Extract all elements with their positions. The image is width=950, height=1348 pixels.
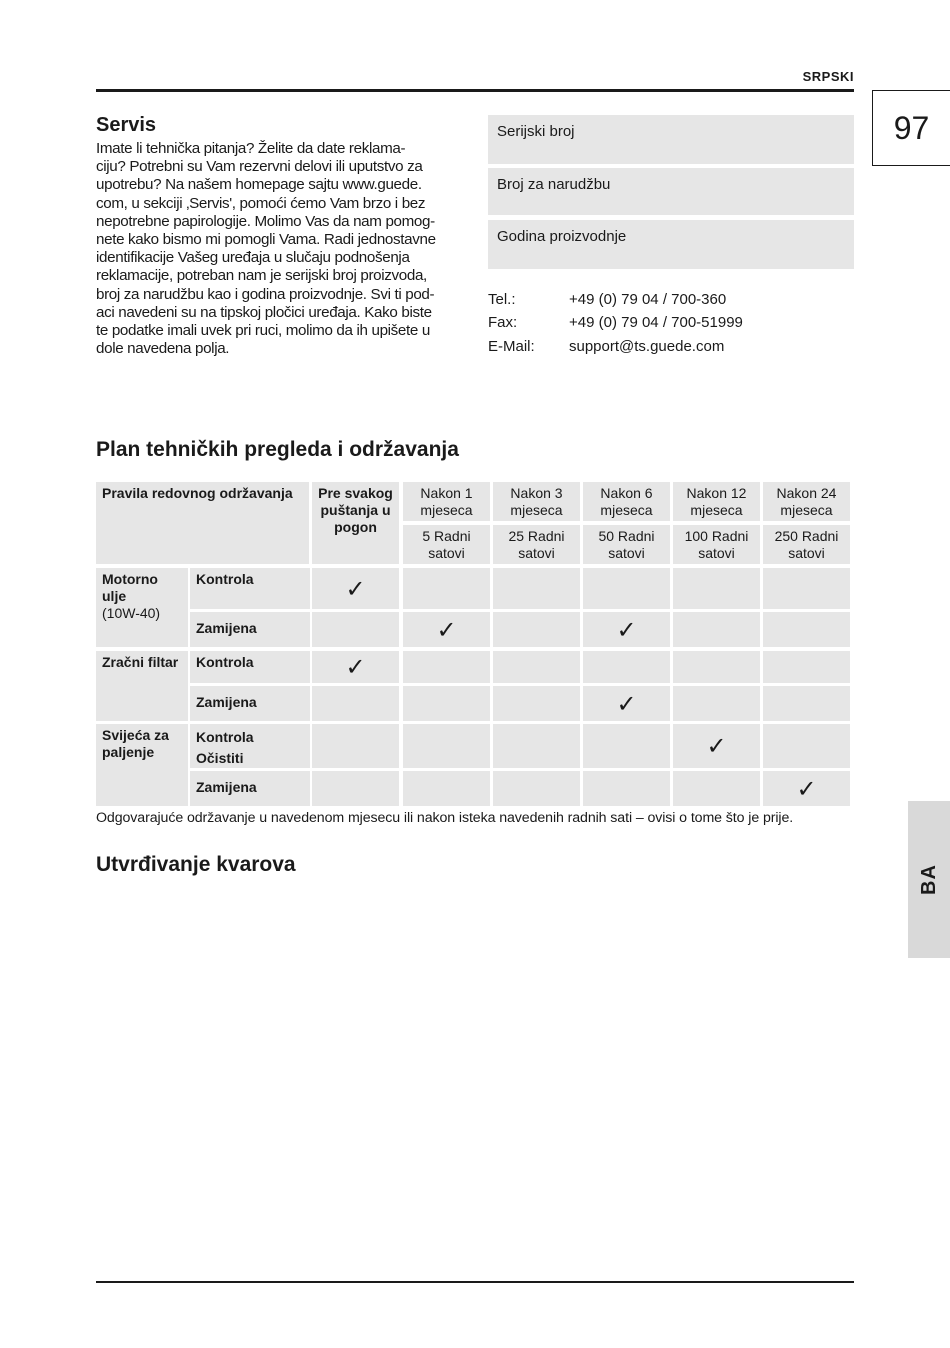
empty-cell — [763, 568, 850, 609]
service-body-line: com, u sekciji ‚Servis', pomoći ćemo Vam brzo i bez — [96, 194, 426, 212]
interval-hours-header: 250 Radni satovi — [763, 525, 850, 564]
fax-label: Fax: — [488, 314, 518, 331]
check-mark-cell — [763, 771, 850, 806]
empty-cell — [493, 612, 580, 647]
component-name: Zračni filtar — [102, 654, 179, 670]
check-mark-cell — [583, 612, 670, 647]
language-label: SRPSKI — [802, 69, 854, 84]
service-body-line: broj za narudžbu kao i godina proizvodnje. Svi ti pod- — [96, 285, 435, 303]
interval-hours-header: 100 Radni satovi — [673, 525, 760, 564]
empty-cell — [493, 686, 580, 721]
action-label: Kontrola — [190, 651, 310, 683]
maintenance-note: Odgovarajuće održavanje u navedenom mjesecu ili nakon isteka navedenih radnih sati – ovisi o tome što je prije. — [96, 810, 794, 826]
empty-cell — [312, 686, 399, 721]
check-mark-icon: ✓ — [796, 774, 817, 803]
empty-cell — [493, 771, 580, 806]
empty-cell — [312, 612, 399, 647]
header-rule — [96, 89, 854, 92]
empty-cell — [403, 724, 490, 768]
service-body-line: identifikacije Vašeg uređaja u slučaju podnošenja — [96, 249, 410, 267]
email-label: E-Mail: — [488, 338, 535, 355]
faults-title: Utvrđivanje kvarova — [96, 853, 296, 876]
email-value[interactable]: support@ts.guede.com — [569, 338, 725, 355]
service-body-line: upotrebu? Na našem homepage sajtu www.guede. — [96, 176, 422, 194]
page-number: 97 — [872, 90, 950, 166]
component-label — [96, 568, 188, 647]
check-mark-icon: ✓ — [345, 574, 366, 603]
check-mark-cell — [583, 686, 670, 721]
production-year-field[interactable]: Godina proizvodnje — [488, 220, 854, 269]
empty-cell — [763, 724, 850, 768]
order-number-field[interactable]: Broj za narudžbu — [488, 168, 854, 215]
empty-cell — [583, 724, 670, 768]
empty-cell — [403, 771, 490, 806]
empty-cell — [312, 771, 399, 806]
empty-cell — [583, 771, 670, 806]
empty-cell — [763, 651, 850, 683]
contact-fax — [488, 314, 743, 331]
side-tab-label: BA — [917, 864, 940, 895]
serial-number-field[interactable]: Serijski broj — [488, 115, 854, 164]
component-note: (10W-40) — [102, 605, 161, 621]
service-body-line: Imate li tehnička pitanja? Želite da date reklama- — [96, 140, 406, 157]
interval-months-header: Nakon 6 mjeseca — [583, 482, 670, 521]
interval-months-header: Nakon 24 mjeseca — [763, 482, 850, 521]
service-body-line: nete kako bismo mi pomogli Vama. Radi jednostavne — [96, 231, 436, 249]
check-mark-icon: ✓ — [706, 732, 727, 760]
empty-cell — [763, 612, 850, 647]
service-body-line: dole navedena polja. — [96, 340, 230, 358]
component-label — [96, 724, 188, 806]
service-body-line: nepotrebne papirologije. Molimo Vas da nam pomog- — [96, 212, 435, 230]
empty-cell — [673, 612, 760, 647]
check-mark-cell — [403, 612, 490, 647]
empty-cell — [673, 651, 760, 683]
component-name: Motorno ulje — [102, 571, 158, 604]
empty-cell — [403, 686, 490, 721]
empty-cell — [673, 686, 760, 721]
empty-cell — [673, 771, 760, 806]
action-label — [190, 724, 310, 768]
check-mark-icon: ✓ — [345, 653, 366, 681]
check-mark-cell — [312, 651, 399, 683]
action-label-part: Očistiti — [196, 750, 244, 766]
empty-cell — [493, 724, 580, 768]
contact-email — [488, 338, 724, 355]
empty-cell — [403, 568, 490, 609]
service-body-line: reklamacije, potreban nam je serijski broj proizvoda, — [96, 267, 427, 285]
empty-cell — [583, 651, 670, 683]
action-label: Zamijena — [190, 612, 310, 647]
interval-hours-header: 5 Radni satovi — [403, 525, 490, 564]
service-body-line: aci navedeni su na tipskoj pločici uređaja. Kako biste — [96, 303, 432, 321]
action-label: Kontrola — [190, 568, 310, 609]
service-body-line: ciju? Potrebni su Vam rezervni delovi ili uputstvo za — [96, 158, 423, 176]
check-mark-cell — [673, 724, 760, 768]
empty-cell — [493, 568, 580, 609]
contact-tel — [488, 291, 726, 308]
empty-cell — [583, 568, 670, 609]
before-each-header: Pre svakog puštanja u pogon — [312, 482, 399, 564]
empty-cell — [312, 724, 399, 768]
check-mark-icon: ✓ — [436, 615, 457, 644]
fax-value: +49 (0) 79 04 / 700-51999 — [569, 314, 743, 331]
empty-cell — [673, 568, 760, 609]
component-label — [96, 651, 188, 721]
language-side-tab — [908, 801, 950, 958]
empty-cell — [403, 651, 490, 683]
tel-label: Tel.: — [488, 291, 516, 308]
service-body — [96, 140, 468, 358]
rules-header: Pravila redovnog održavanja — [96, 482, 309, 564]
interval-hours-header: 25 Radni satovi — [493, 525, 580, 564]
action-label: Zamijena — [190, 686, 310, 721]
check-mark-icon: ✓ — [616, 615, 637, 644]
interval-hours-header: 50 Radni satovi — [583, 525, 670, 564]
empty-cell — [763, 686, 850, 721]
check-mark-icon: ✓ — [616, 689, 637, 718]
service-body-line: te podatke imali uvek pri ruci, molimo da ih upišete u — [96, 322, 430, 340]
maintenance-title: Plan tehničkih pregleda i održavanja — [96, 438, 459, 461]
check-mark-cell — [312, 568, 399, 609]
tel-value: +49 (0) 79 04 / 700-360 — [569, 291, 727, 308]
interval-months-header: Nakon 1 mjeseca — [403, 482, 490, 521]
action-label-part: Kontrola — [196, 729, 254, 745]
interval-months-header: Nakon 3 mjeseca — [493, 482, 580, 521]
footer-rule — [96, 1281, 854, 1283]
empty-cell — [493, 651, 580, 683]
service-title: Servis — [96, 114, 157, 136]
component-name: Svijeća za paljenje — [102, 727, 169, 760]
action-label: Zamijena — [190, 771, 310, 806]
interval-months-header: Nakon 12 mjeseca — [673, 482, 760, 521]
